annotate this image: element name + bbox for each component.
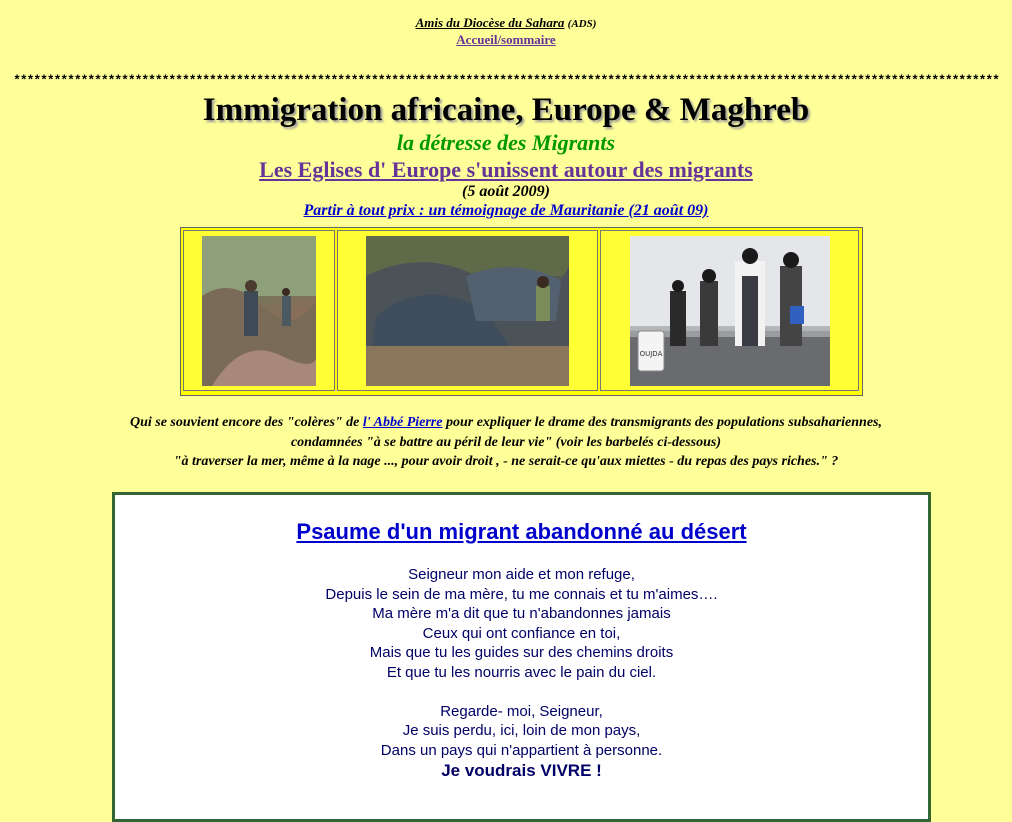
abbe-pierre-link[interactable]: l' Abbé Pierre	[362, 415, 443, 430]
home-link[interactable]: Accueil/sommaire	[456, 32, 556, 47]
psalm-box	[112, 492, 931, 822]
psalm-line: Et que tu les nourris avec le pain du ciel.	[386, 663, 657, 681]
star-divider: **************************************************************************************************************************************************	[13, 74, 999, 88]
site-abbr: (ADS)	[567, 18, 597, 30]
photo-cell-2	[337, 230, 598, 391]
psalm-line: Seigneur mon aide et mon refuge,	[408, 566, 635, 583]
quote-line3: "à traverser la mer, même à la nage ..., pour avoir droit , - ne serait-ce qu'aux miettes - du repas des pays riches." ?	[173, 454, 839, 469]
psalm-line: Mais que tu les guides sur des chemins droits	[369, 644, 674, 661]
photo-forest-image	[202, 236, 316, 386]
photo-migrant-camp	[366, 236, 569, 386]
photo-table	[180, 227, 863, 396]
photo-cell-1	[183, 230, 335, 391]
quote-line2: condamnées "à se battre au péril de leur vie" (voir les barbelés ci-dessous)	[290, 434, 722, 450]
quote-part1: Qui se souvient encore des "colères" de	[129, 415, 363, 430]
stanza-gap	[115, 682, 928, 702]
quote-part2: pour expliquer le drame des transmigrants des populations subsahariennes,	[442, 415, 882, 430]
photo-migrants-forest	[202, 236, 316, 386]
psalm-line: Je suis perdu, ici, loin de mon pays,	[402, 722, 641, 739]
article-date: (5 août 2009)	[462, 183, 550, 200]
road-sign-text: OUJDA	[639, 349, 662, 358]
photo-migrants-walking	[630, 236, 830, 386]
photo-cell-3	[600, 230, 859, 391]
site-name-link[interactable]: Amis du Diocèse du Sahara	[415, 15, 565, 30]
psalm-line: Regarde- moi, Seigneur,	[440, 702, 603, 720]
photo-camp-image	[366, 236, 569, 386]
psalm-text	[115, 565, 928, 782]
page-title: Immigration africaine, Europe & Maghreb	[202, 92, 810, 128]
photo-walking-image	[630, 236, 830, 386]
testimony-link[interactable]: Partir à tout prix : un témoignage de Mauritanie (21 août 09)	[303, 202, 709, 219]
abbe-pierre-quote	[0, 413, 1012, 472]
psalm-line: Ceux qui ont confiance en toi,	[422, 624, 621, 642]
psalm-line: Dans un pays qui n'appartient à personne.	[380, 741, 663, 759]
psalm-cry: Je voudrais VIVRE !	[441, 761, 602, 780]
psalm-line: Depuis le sein de ma mère, tu me connais et tu m'aimes….	[325, 585, 718, 603]
psalm-title-link[interactable]: Psaume d'un migrant abandonné au désert	[296, 519, 747, 544]
article-link[interactable]: Les Eglises d' Europe s'unissent autour des migrants	[259, 157, 753, 182]
psalm-line: Ma mère m'a dit que tu n'abandonnes jamais	[372, 605, 671, 622]
page-subtitle: la détresse des Migrants	[396, 130, 616, 155]
